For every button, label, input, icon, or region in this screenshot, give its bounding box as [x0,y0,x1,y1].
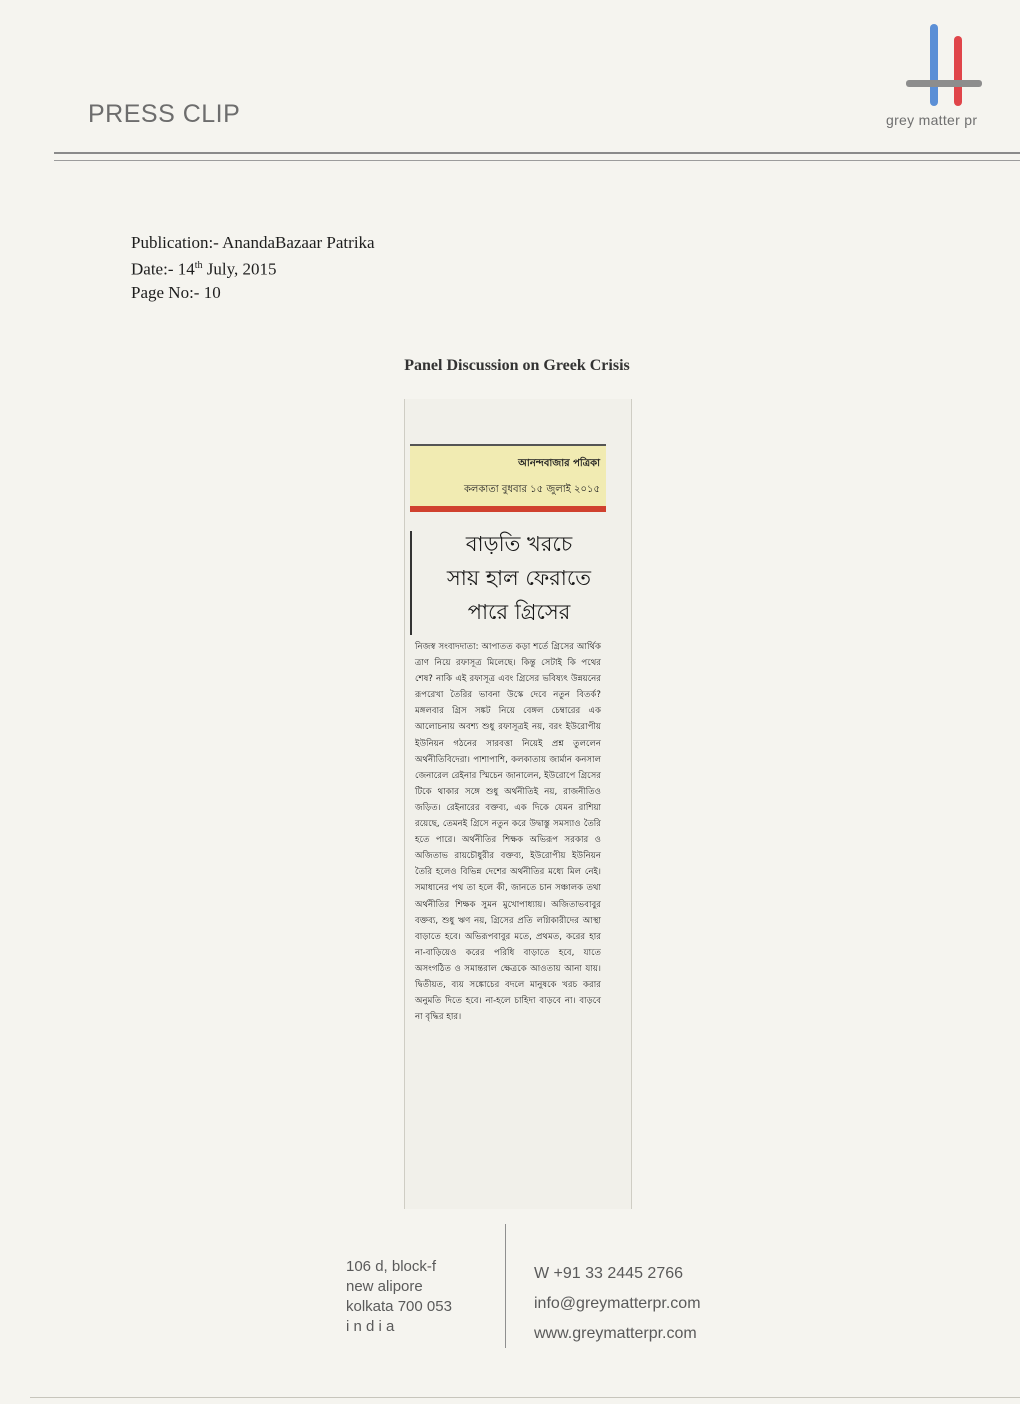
header-rule [54,152,1020,154]
article-body: নিজস্ব সংবাদদাতা: আপাতত কড়া শর্তে গ্রিসের আর্থিক ত্রাণ নিয়ে রফাসূত্র মিলেছে। কিন্তু সেটাই কি পথের শেষ? নাকি এই রফাসূত্র এবং গ্রিসের ভবিষ্যৎ উন্নয়নের রূপরেখা তৈরির ভাবনা উস্কে দেবে নতুন বিতর্ক? মঙ্গলবার গ্রিস সঙ্কট নিয়ে বেঙ্গল চেম্বারের এক আলোচনায় অবশ্য শুধু রফাসূত্রই নয়, বরং ইউরোপীয় ইউনিয়ন গঠনের সারবত্তা নিয়েই প্রশ্ন তুললেন অর্থনীতিবিদেরা। পাশাপাশি, কলকাতায় জার্মান কনসাল জেনারেল রেইনার স্মিচেন জানালেন, ইউরোপে গ্রিসের টিকে থাকার সঙ্গে শুধু অর্থনীতিই নয়, রাজনীতিও জড়িত। রেইনারের বক্তব্য, এক দিকে যেমন রাশিয়া রয়েছে, তেমনই গ্রিসে নতুন করে উদ্বাস্তু সমস্যাও তৈরি হতে পারে। অর্থনীতির শিক্ষক অভিরূপ সরকার ও অজিতাভ রায়চৌধুরীর বক্তব্য, ইউরোপীয় ইউনিয়ন তৈরি হলেও বিভিন্ন দেশের অর্থনীতির মধ্যে মিল নেই। সমাধানের পথ তা হলে কী, জানতে চান সঞ্চালক তথা অর্থনীতির শিক্ষক সুমন মুখোপাধ্যায়। অজিতাভবাবুর বক্তব্য, শুধু ঋণ নয়, গ্রিসের প্রতি লগ্নিকারীদের আস্থা বাড়াতে হবে। অভিরূপবাবুর মতে, প্রথমত, করের হার না-বাড়িয়েও করের পরিধি বাড়াতে হবে, যাতে অসংগঠিত ও সমান্তরাল ক্ষেত্রকে আওতায় আনা যায়। দ্বিতীয়ত, ব্যয় সঙ্কোচের বদলে মানুষকে খরচ করার অনুমতি দিতে হবে। না-হলে চাহিদা বাড়বে না। বাড়বে না বৃদ্ধির হার। [415,642,601,1023]
address-line: i n d i a [346,1318,395,1335]
masthead-date: কলকাতা বুধবার ১৫ জুলাই ২০১৫ [463,484,600,495]
headline-line: বাড়তি খরচে [465,532,573,556]
address-line: new alipore [346,1278,423,1295]
header-rule-thin [54,160,1020,161]
article-headline [413,527,625,629]
page-bottom-edge [30,1397,1020,1398]
phone-number: W +91 33 2445 2766 [534,1265,684,1282]
grey-matter-logo-icon [898,20,988,110]
headline-line: পারে গ্রিসের [467,600,571,624]
publication-line: Publication:- AnandaBazaar Patrika [131,233,375,252]
publication-meta [131,231,375,304]
masthead-red-bar [410,506,606,512]
footer-contact [534,1259,701,1349]
footer-address [346,1257,452,1337]
website-link[interactable]: www.greymatterpr.com [534,1325,697,1342]
page-number-line: Page No:- 10 [131,282,221,302]
headline-side-bar [410,531,412,635]
date-line: Date:- 14th July, 2015 [131,259,277,279]
headline-line: সায় হাল ফেরাতে [446,566,592,590]
address-line: 106 d, block-f [346,1258,437,1275]
press-clip-heading: PRESS CLIP [88,100,241,128]
newspaper-masthead [410,444,606,508]
masthead-name: আনন্দবাজার পত্রিকা [518,458,600,469]
logo-text: grey matter pr [886,112,978,128]
clip-title: Panel Discussion on Greek Crisis [404,357,630,374]
footer-divider [505,1224,506,1348]
newspaper-clipping [404,399,632,1209]
email-link[interactable]: info@greymatterpr.com [534,1295,701,1312]
address-line: kolkata 700 053 [346,1298,452,1315]
